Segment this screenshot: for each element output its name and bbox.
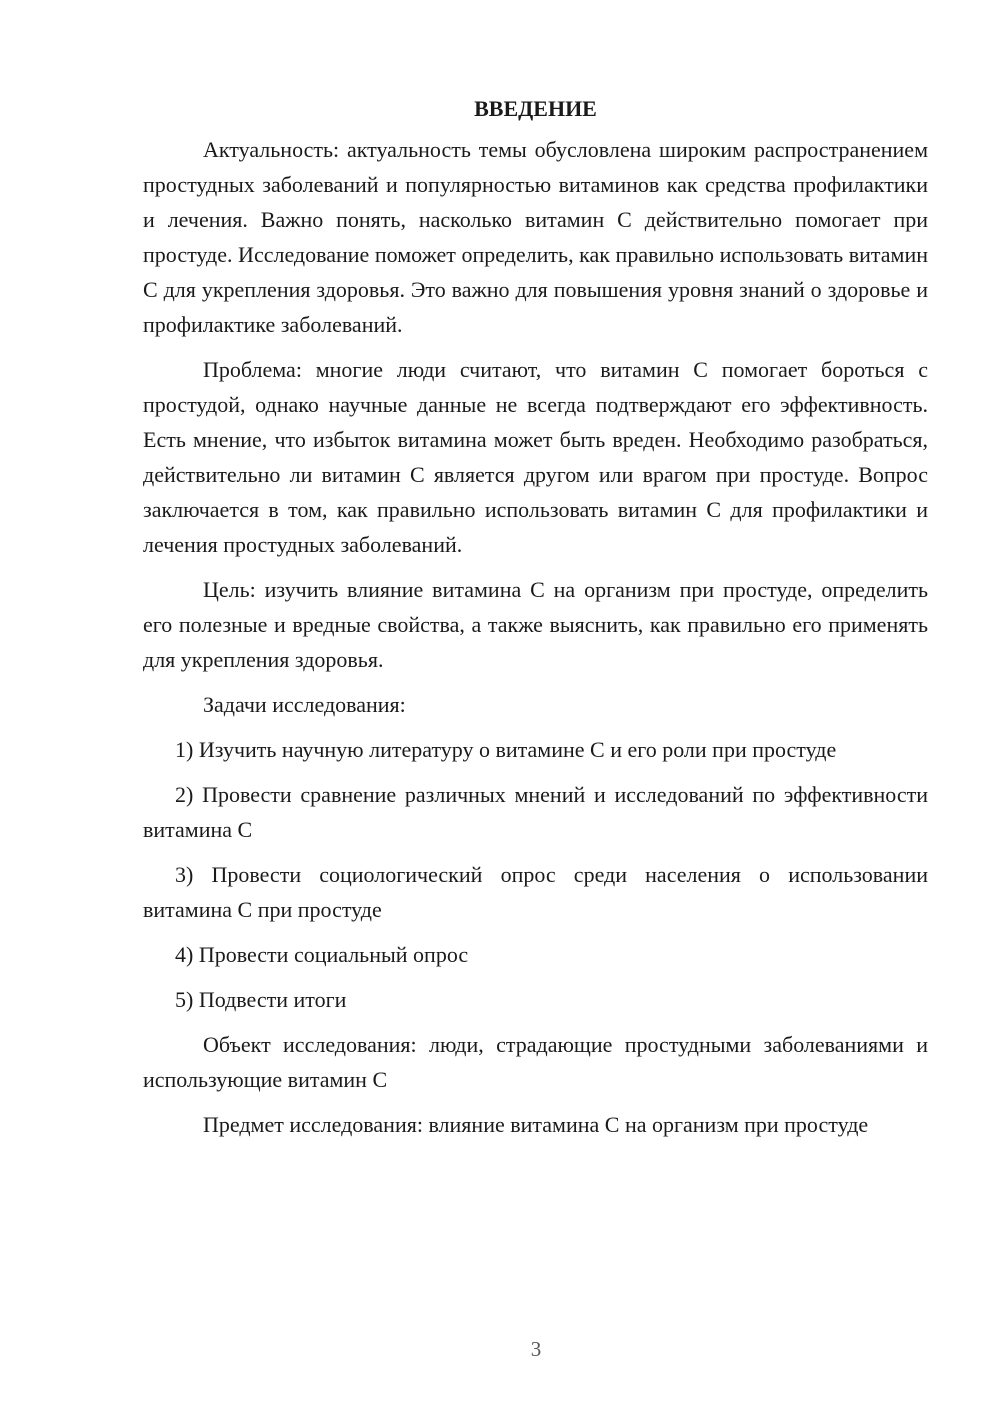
- paragraph-object: Объект исследования: люди, страдающие простудными заболеваниями и использующие витамин С: [143, 1032, 928, 1092]
- task-item-1: 1) Изучить научную литературу о витамине С и его роли при простуде: [175, 737, 837, 762]
- task-item-5: 5) Подвести итоги: [175, 987, 347, 1012]
- tasks-heading: Задачи исследования:: [203, 692, 406, 717]
- paragraph-problem: Проблема: многие люди считают, что витамин С помогает бороться с простудой, однако научные данные не всегда подтверждают его эффективность. Есть мнение, что избыток витамина может быть вреден. Необходимо разобраться, действительно ли витамин С является другом или врагом при простуде. Вопрос заключается в том, как правильно использовать витамин С для профилактики и лечения простудных заболеваний.: [143, 357, 928, 557]
- section-title: ВВЕДЕНИЕ: [474, 96, 597, 121]
- task-item-4: 4) Провести социальный опрос: [175, 942, 469, 967]
- paragraph-subject: Предмет исследования: влияние витамина С на организм при простуде: [203, 1112, 869, 1137]
- paragraph-goal: Цель: изучить влияние витамина С на организм при простуде, определить его полезные и вредные свойства, а также выяснить, как правильно его применять для укрепления здоровья.: [143, 577, 928, 672]
- page-content: [143, 91, 928, 1152]
- task-item-3: 3) Провести социологический опрос среди населения о использовании витамина С при простуде: [143, 862, 928, 922]
- paragraph-relevance: Актуальность: актуальность темы обусловлена широким распространением простудных заболеваний и популярностью витаминов как средства профилактики и лечения. Важно понять, насколько витамин С действительно помогает при простуде. Исследование поможет определить, как правильно использовать витамин С для укрепления здоровья. Это важно для повышения уровня знаний о здоровье и профилактике заболеваний.: [143, 137, 928, 337]
- page-number: 3: [530, 1337, 542, 1361]
- task-item-2: 2) Провести сравнение различных мнений и исследований по эффективности витамина С: [143, 782, 928, 842]
